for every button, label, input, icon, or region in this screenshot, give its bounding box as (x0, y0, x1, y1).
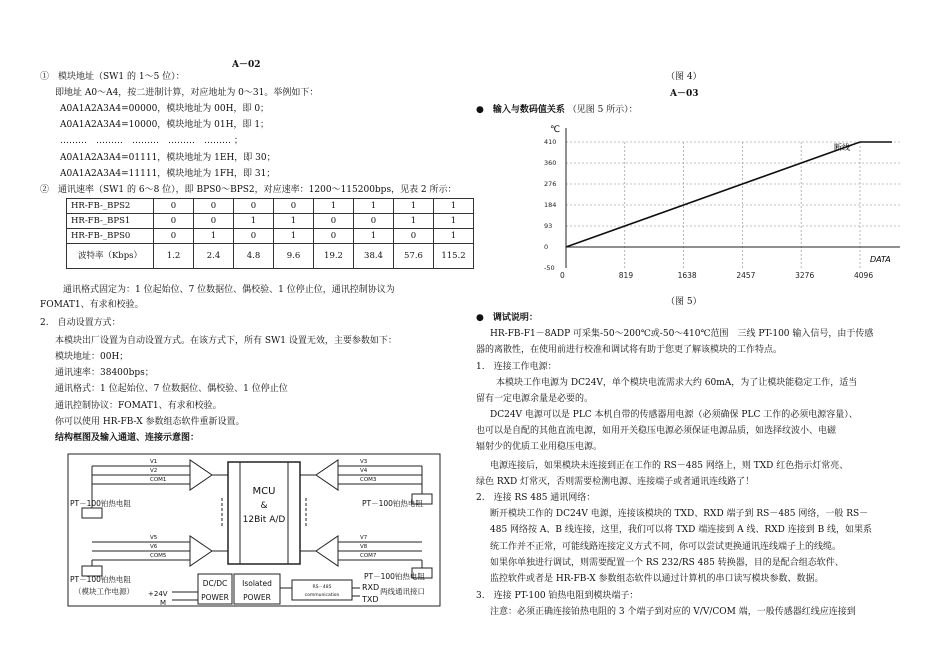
twowire-label: 两线通讯接口 (380, 587, 425, 596)
table-cell: 0 (154, 199, 194, 214)
pt100-label: PT－100铂热电阻 (70, 499, 131, 508)
mcu-label: MCU (252, 486, 276, 497)
table-cell: 1 (274, 214, 314, 229)
table-cell: 9.6 (274, 244, 314, 269)
table-cell: 0 (154, 229, 194, 244)
p1-line: 本模块工作电源为 DC24V，单个模块电流需求大约 60mA，为了让模块能稳定工作，适当 (496, 378, 858, 388)
table-cell: 0 (314, 214, 354, 229)
terminal-label: COM5 (150, 553, 167, 559)
row-label: 波特率（Kbps） (67, 244, 154, 269)
terminal-label: COM3 (360, 477, 377, 483)
s2-title: ② 通讯速率（SW1 的 6～8 位），即 BPS0～BPS2，对应速率：1200～115200bps，见表 2 所示： (40, 185, 457, 195)
table-cell: 0 (274, 199, 314, 214)
y-tick-label: 93 (544, 222, 553, 230)
table-cell: 1.2 (154, 244, 194, 269)
p2-line: 监控软件或者是 HR-FB-X 参数组态软件以通过计算机的串口读写模块参数、数据。 (490, 574, 824, 584)
p2-line: 485 网络按 A、B 线连接，这里，我们可以将 TXD 端连接到 A 线、RXD 连接到 B 线，如果系 (490, 525, 873, 535)
dcdc-label: POWER (201, 593, 229, 602)
p1b-line: DC24V 电源可以是 PLC 本机自带的传感器用电源（必须确保 PLC 工作的必须电源容量）、 (490, 410, 858, 420)
table-cell: 1 (394, 214, 434, 229)
terminal-label: V3 (360, 459, 368, 465)
table-row (67, 214, 474, 229)
y-tick-label: 184 (544, 201, 557, 209)
section-heading-a03: A－03 (670, 89, 699, 99)
auto-line: 通讯格式：1 位起始位、7 位数据位、偶校验、1 位停止位 (55, 384, 288, 394)
intro-line: HR-FB-F1－8ADP 可采集-50～200℃或-50～410℃范围 三线 PT-100 输入信号，由于传感 (490, 329, 874, 339)
relation-title: ● 输入与数码值关系 (476, 105, 565, 115)
p1-title: 1. 连接工作电源： (476, 362, 557, 372)
rxd-label: RXD (362, 583, 380, 592)
table-cell: 0 (234, 229, 274, 244)
terminal-label: V1 (150, 459, 158, 465)
pt100-label: PT－100铂热电阻 (362, 499, 423, 508)
auto-line: 通讯速率：38400bps； (55, 368, 154, 378)
series-line (566, 142, 860, 247)
terminal-label: V5 (150, 535, 158, 541)
p1c-line: 绿色 RXD 灯常灭，否则需要检测电源、连接端子或者通讯连线路了！ (476, 477, 755, 487)
p3-line: 注意：必须正确连接铂热电阻的 3 个端子到对应的 V/V/COM 端，一般传感器红线应连接到 (490, 607, 856, 617)
table-cell: 0 (394, 229, 434, 244)
debug-title: ● 调试说明： (476, 313, 538, 323)
table-cell: 0 (354, 214, 394, 229)
table-cell: 0 (314, 229, 354, 244)
table-cell: 0 (154, 214, 194, 229)
p2-line: 统工作并不正常，可能线路连接定义方式不同，你可以尝试更换通讯连线端子上的线缆。 (490, 542, 842, 552)
x-tick-label: 4096 (854, 271, 874, 280)
dcdc-label: DC/DC (202, 579, 228, 588)
table-row (67, 244, 474, 269)
adc-label: 12Bit A/D (242, 515, 286, 525)
table-cell: 1 (194, 229, 234, 244)
p2-title: 2. 连接 RS 485 通讯网络： (476, 493, 596, 503)
table-cell: 4.8 (234, 244, 274, 269)
comm-label: communication (304, 593, 340, 598)
auto-line: 模块地址：00H； (55, 352, 129, 362)
table-cell: 1 (434, 214, 474, 229)
row-label: HR-FB-_BPS2 (67, 199, 154, 214)
input-vs-data-chart (500, 118, 910, 304)
pt100-label: PT－100铂热电阻 (70, 575, 131, 584)
p2-line: 如果你单独进行调试，则需要配置一个 RS 232/RS 485 转换器，目的是配合组态软件、 (490, 558, 844, 568)
table-cell: 2.4 (194, 244, 234, 269)
table-cell: 1 (354, 199, 394, 214)
s1-line: A0A1A2A3A4=11111，模块地址为 1FH，即 31； (60, 169, 276, 179)
table-cell: 38.4 (354, 244, 394, 269)
auto-line: 你可以使用 HR-FB-X 参数组态软件重新设置。 (55, 417, 245, 427)
intro-line: 器的离散性，在使用前进行校准和调试将有助于您更了解该模块的工作特点。 (476, 345, 783, 355)
table-cell: 115.2 (434, 244, 474, 269)
table-cell: 57.6 (394, 244, 434, 269)
y-tick-label: 0 (544, 243, 549, 251)
x-tick-label: 819 (618, 271, 634, 280)
amp-label: & (260, 501, 268, 511)
y-tick-label: 360 (544, 159, 557, 167)
table-cell: 0 (194, 214, 234, 229)
baud-rate-table (66, 198, 474, 269)
terminal-label: COM1 (150, 477, 167, 483)
table-cell: 1 (314, 199, 354, 214)
table-cell: 1 (434, 199, 474, 214)
table-cell: 1 (234, 214, 274, 229)
x-tick-label: 2457 (736, 271, 756, 280)
table-cell: 1 (354, 229, 394, 244)
pt100-label: PT－100铂热电阻 (364, 572, 425, 581)
row-label: HR-FB-_BPS0 (67, 229, 154, 244)
table-cell: 0 (194, 199, 234, 214)
x-tick-label: 0 (560, 271, 565, 280)
auto-title: 2. 自动设置方式： (40, 318, 121, 328)
diagram-title: 结构框图及输入通道、连接示意图： (55, 433, 200, 443)
s1-line: A0A1A2A3A4=01111，模块地址为 1EH，即 30； (60, 153, 276, 163)
p1c-line: 电源连接后，如果模块未连接到正在工作的 RS－485 网络上，则 TXD 红色指示灯常亮、 (490, 461, 849, 471)
s1-line: 即地址 A0～A4，按二进制计算，对应地址为 0～31。举例如下： (55, 88, 319, 98)
y-tick-label: -50 (544, 264, 555, 272)
isolated-label: POWER (243, 593, 271, 602)
table-cell: 1 (394, 199, 434, 214)
fig5-caption: （图 5） (666, 297, 702, 307)
s1-title: ① 模块地址（SW1 的 1～5 位）： (40, 72, 185, 82)
table-cell: 0 (234, 199, 274, 214)
format-line: 通讯格式固定为：1 位起始位、7 位数据位、偶校验、1 位停止位，通讯控制协议为 (63, 285, 395, 295)
p1b-line: 也可以是自配的其他直流电源，如用开关稳压电源必须保证电源品质，如选择纹波小、电磁 (476, 426, 837, 436)
terminal-label: V7 (360, 535, 368, 541)
x-tick-label: 1638 (677, 271, 697, 280)
connection-diagram (62, 448, 452, 614)
p2-line: 断开模块工作的 DC24V 电源，连接该模块的 TXD、RXD 端子到 RS－485 网络，一般 RS－ (490, 509, 869, 519)
terminal-label: V8 (360, 544, 368, 550)
section-heading-a02: A－02 (232, 60, 261, 70)
x-tick-label: 3276 (795, 271, 815, 280)
y-tick-label: 410 (544, 138, 557, 146)
row-label: HR-FB-_BPS1 (67, 214, 154, 229)
y-axis-label: ℃ (550, 125, 561, 135)
table-cell: 1 (274, 229, 314, 244)
s1-line: A0A1A2A3A4=10000，模块地址为 01H，即 1； (60, 120, 270, 130)
terminal-label: V6 (150, 544, 158, 550)
table-cell: 19.2 (314, 244, 354, 269)
p1b-line: 辐射少的优质工业用稳压电源。 (476, 442, 603, 452)
isolated-label: Isolated (242, 579, 272, 588)
p3-title: 3. 连接 PT-100 铂热电阻到模块端子： (476, 591, 639, 601)
p1-line: 留有一定电源余量是必要的。 (476, 394, 594, 404)
terminal-label: COM7 (360, 553, 377, 559)
txd-label: TXD (362, 595, 379, 604)
auto-line: 本模块出厂设置为自动设置方式。在该方式下，所有 SW1 设置无效，主要参数如下： (55, 336, 397, 346)
table-row (67, 199, 474, 214)
s1-line: ……… ……… ……… ……… ……… ； (60, 136, 243, 146)
terminal-label: V4 (360, 468, 368, 474)
rs485-label: RS－485 (312, 585, 332, 590)
fig4-caption: （图 4） (666, 72, 702, 82)
table-row (67, 229, 474, 244)
power-note: （模块工作电源） (74, 587, 134, 596)
terminal-label: V2 (150, 468, 158, 474)
relation-note: （见图 5 所示）： (567, 105, 638, 115)
auto-line: 通讯控制协议：FOMAT1、有求和校验。 (55, 401, 222, 411)
table-cell: 1 (434, 229, 474, 244)
s1-line: A0A1A2A3A4=00000，模块地址为 00H，即 0； (60, 104, 270, 114)
format-line: FOMAT1、有求和校验。 (40, 300, 144, 310)
plus24-label: +24V (148, 590, 168, 598)
break-annotation: 断线 (834, 143, 850, 152)
x-axis-label: DATA (870, 255, 891, 264)
relation-title-wrap (476, 104, 638, 116)
m-label: M (160, 599, 167, 607)
y-tick-label: 276 (544, 180, 557, 188)
